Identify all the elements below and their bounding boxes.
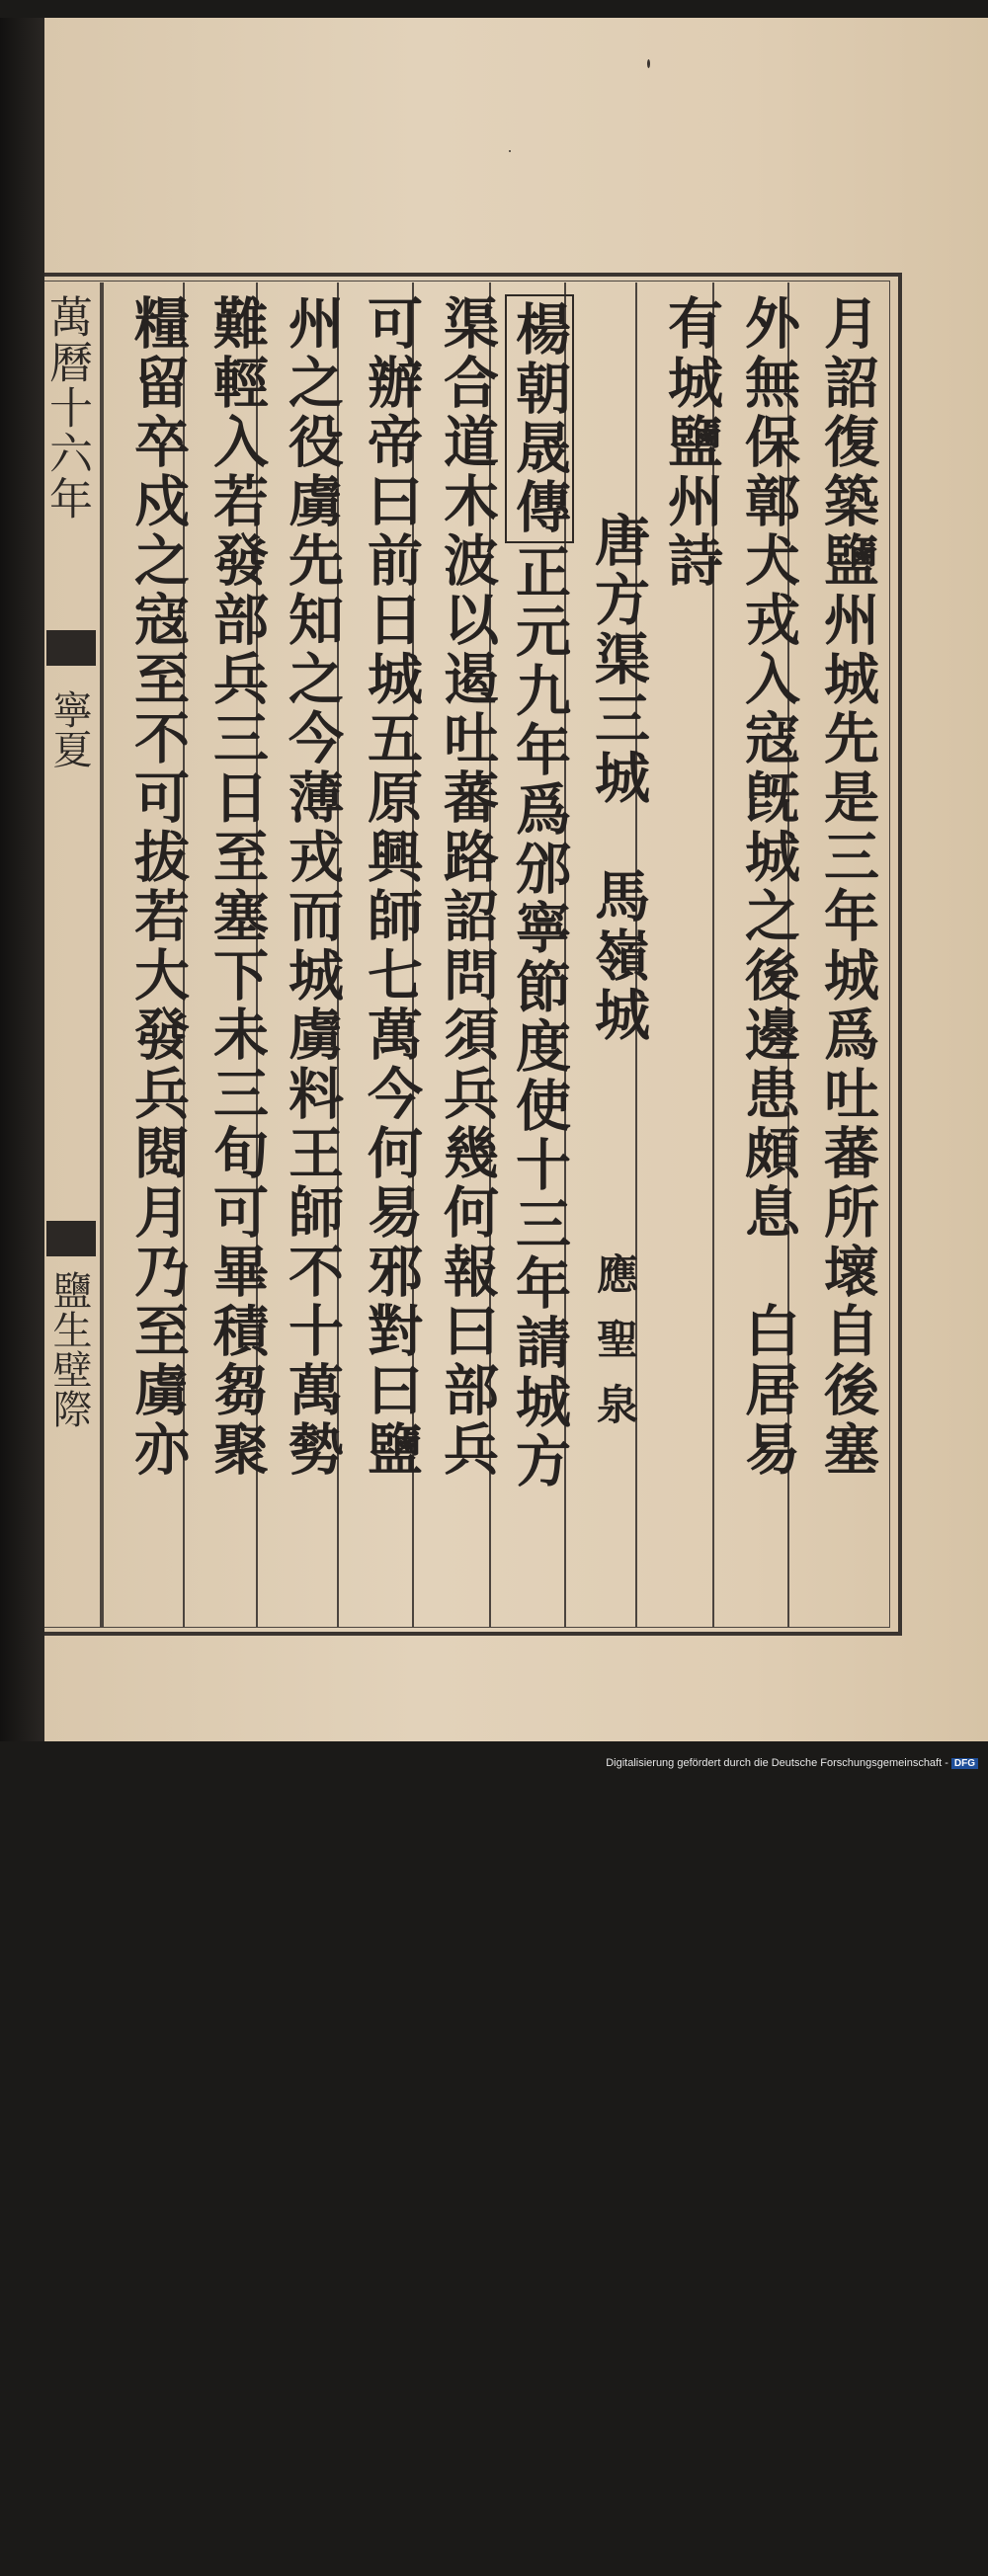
spine-lower-text: 寧夏	[46, 689, 92, 768]
fishtail-mark	[46, 1221, 96, 1256]
column-4-small: 應聖泉	[591, 1252, 639, 1448]
fishtail-mark	[46, 630, 96, 666]
column-5-rest: 正元九年爲邠寧節度使十三年請城方	[507, 543, 572, 1491]
paper-speck	[647, 59, 650, 68]
text-column-5	[509, 294, 574, 1618]
text-column-6: 渠合道木波以遏吐蕃路詔問須兵幾何報曰部兵	[435, 294, 500, 1480]
dfg-logo: DFG	[951, 1758, 978, 1769]
column-4-main: 唐方渠三城 馬嶺城	[586, 512, 651, 1045]
text-column-7: 可辦帝曰前日城五原興師七萬今何易邪對曰鹽	[359, 294, 424, 1480]
text-column-8: 州之役虜先知之今薄戎而城虜料王師不十萬勢	[280, 294, 345, 1480]
credit-text: Digitalisierung gefördert durch die Deutsche Forschungsgemeinschaft -	[606, 1757, 948, 1769]
text-column-10: 糧留卒戍之寇至不可拔若大發兵閱月乃至虜亦	[125, 294, 191, 1480]
text-column-3: 有城鹽州詩	[659, 294, 724, 591]
document-page	[41, 18, 988, 1741]
spine-title: 萬曆十六年	[41, 294, 92, 522]
text-column-1: 月詔復築鹽州城先是三年城爲吐蕃所壞自後塞	[815, 294, 880, 1480]
text-column-2: 外無保鄣犬戎入寇旣城之後邊患頗息 白居易	[736, 294, 801, 1480]
paper-speck	[509, 150, 511, 152]
biography-title-box: 楊朝晟傳	[505, 294, 574, 543]
text-column-9: 難輕入若發部兵三日至塞下未三旬可畢積芻聚	[205, 294, 270, 1480]
spine-bottom-text: 鹽生壁際	[46, 1270, 92, 1428]
book-gutter	[0, 18, 44, 1741]
column-rule	[102, 282, 104, 1628]
digitization-credit	[606, 1757, 978, 1769]
